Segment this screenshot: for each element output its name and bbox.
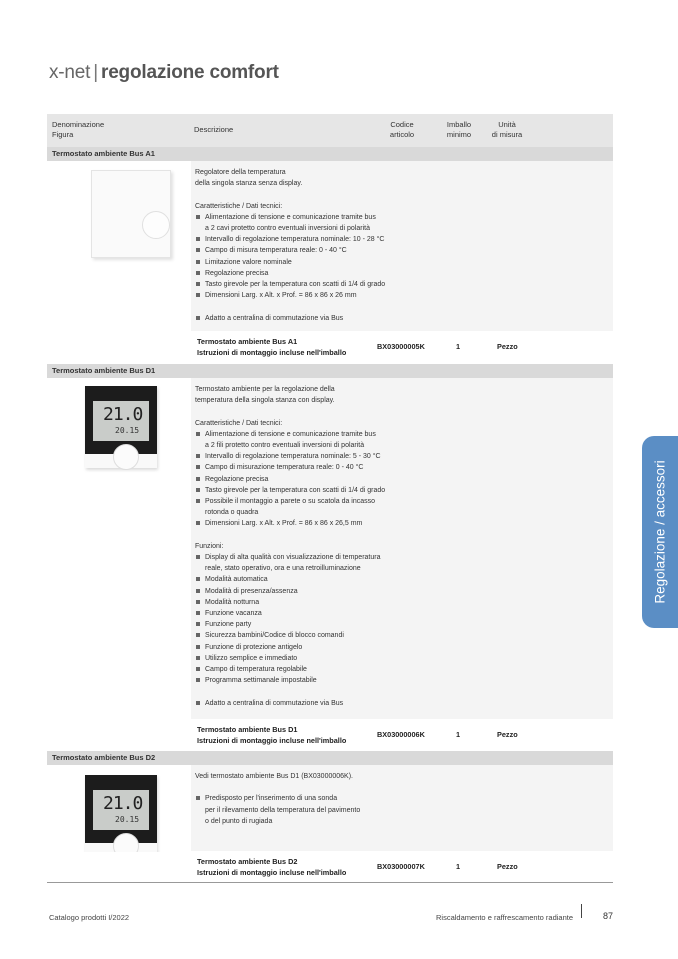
product-code-d2: BX03000007K — [377, 862, 425, 871]
lcd-time: 20.15 — [115, 815, 140, 824]
product-row-d1 — [47, 720, 613, 750]
section-bar-d2: Termostato ambiente Bus D2 — [47, 751, 613, 765]
header-denominazione-label: Denominazione — [52, 120, 105, 129]
list-item: Predisposto per l'inserimento di una sonda — [195, 793, 455, 804]
header-imballo-line1: Imballo — [446, 120, 472, 129]
product-code-d1: BX03000006K — [377, 730, 425, 739]
product-name: Termostato ambiente Bus D1 — [197, 725, 298, 734]
intro-line: Termostato ambiente per la regolazione della — [195, 386, 335, 393]
list-item: Tasto girevole per la temperatura con scatti di 1/4 di grado — [195, 485, 455, 496]
list-item: Utilizzo semplice e immediato — [195, 653, 455, 664]
list-item: Dimensioni Larg. x Alt. x Prof. = 86 x 86 x 26 mm — [195, 290, 455, 301]
lcd-display — [93, 790, 149, 830]
footer-section: Riscaldamento e raffrescamento radiante — [436, 913, 574, 922]
header-imballo — [442, 120, 476, 140]
list-item: Alimentazione di tensione e comunicazione tramite bus — [195, 212, 455, 223]
list-item: Dimensioni Larg. x Alt. x Prof. = 86 x 86 x 26,5 mm — [195, 518, 455, 529]
list-item: Alimentazione di tensione e comunicazione tramite bus — [195, 429, 455, 440]
product-name: Termostato ambiente Bus D2 — [197, 857, 298, 866]
list-item-continued — [195, 507, 455, 518]
product-name-sub: Istruzioni di montaggio incluse nell'imballo — [197, 347, 347, 357]
list-item: Display di alta qualità con visualizzazione di temperatura — [195, 552, 455, 563]
functions-list — [195, 552, 455, 686]
tech-list — [195, 212, 455, 302]
list-item: Campo di temperatura regolabile — [195, 664, 455, 675]
list-item: Intervallo di regolazione temperatura nominale: 5 - 30 °C — [195, 451, 455, 462]
lcd-time: 20.15 — [115, 426, 140, 435]
product-name-d1 — [197, 725, 346, 746]
product-name: Termostato ambiente Bus A1 — [197, 337, 298, 346]
list-item: Limitazione valore nominale — [195, 257, 455, 268]
lcd-temperature: 21.0 — [103, 404, 143, 425]
tech-heading: Caratteristiche / Dati tecnici: — [195, 202, 283, 210]
list-item-text: o del punto di rugiada — [205, 817, 273, 825]
list-item-continued — [195, 816, 455, 827]
list-item: Modalità automatica — [195, 574, 455, 585]
list-item-text: per il rilevamento della temperatura del pavimento — [205, 806, 361, 814]
list-item: Regolazione precisa — [195, 474, 455, 485]
page-title — [49, 62, 279, 84]
list-item: Funzione vacanza — [195, 608, 455, 619]
intro-line: della singola stanza senza display. — [195, 180, 303, 188]
table-bottom-rule — [47, 882, 613, 883]
thermostat-d2-icon — [85, 775, 157, 857]
product-row-a1 — [47, 332, 613, 362]
footer-divider — [581, 904, 582, 918]
list-item: Campo di misurazione temperatura reale: 0 - 40 °C — [195, 462, 455, 473]
product-block-d2 — [47, 765, 613, 851]
product-unit-d1: Pezzo — [497, 730, 518, 739]
header-denominazione — [52, 120, 104, 140]
list-item-text: rotonda o quadra — [205, 509, 259, 517]
intro-line: Vedi termostato ambiente Bus D1 (BX03000006K). — [195, 773, 353, 780]
note-list — [195, 698, 455, 709]
product-code-a1: BX03000005K — [377, 342, 425, 351]
side-tab-label: Regolazione / accessori — [652, 460, 668, 604]
list-item: Sicurezza bambini/Codice di blocco comandi — [195, 630, 455, 641]
list-item: Possibile il montaggio a parete o su scatola da incasso — [195, 496, 455, 507]
header-figura-label: Figura — [52, 130, 74, 139]
list-item: Funzione di protezione antigelo — [195, 642, 455, 653]
tech-list — [195, 429, 455, 530]
tech-heading: Caratteristiche / Dati tecnici: — [195, 419, 283, 427]
list-item-continued — [195, 440, 455, 451]
list-item: Adatto a centralina di commutazione via Bus — [195, 313, 455, 324]
product-name-a1 — [197, 337, 346, 358]
list-item-continued — [195, 563, 455, 574]
section-title: regolazione comfort — [101, 62, 279, 83]
features-list — [195, 793, 455, 827]
thermostat-d1-icon — [85, 386, 157, 468]
list-item: Adatto a centralina di commutazione via Bus — [195, 698, 455, 709]
note-list — [195, 313, 455, 324]
list-item: Programma settimanale impostabile — [195, 675, 455, 686]
lcd-temperature: 21.0 — [103, 793, 143, 814]
list-item-text: a 2 cavi protetto contro eventuali inversioni di polarità — [205, 225, 370, 232]
product-image-d1 — [47, 378, 191, 719]
intro-line: temperatura della singola stanza con display. — [195, 397, 335, 405]
product-description-d1 — [195, 384, 455, 709]
lcd-display — [93, 401, 149, 441]
list-item-continued — [195, 223, 455, 234]
product-qty-d1: 1 — [456, 730, 461, 739]
list-item: Modalità di presenza/assenza — [195, 586, 455, 597]
product-name-sub: Istruzioni di montaggio incluse nell'imballo — [197, 867, 347, 877]
product-row-d2 — [47, 852, 613, 882]
list-item-text: a 2 fili protetto contro eventuali inversioni di polarità — [205, 442, 365, 449]
header-unita — [490, 120, 524, 140]
list-item: Campo di misura temperatura reale: 0 - 40 °C — [195, 245, 455, 256]
section-bar-d1: Termostato ambiente Bus D1 — [47, 364, 613, 378]
header-unita-line1: Unità — [498, 120, 516, 129]
list-item: Regolazione precisa — [195, 268, 455, 279]
section-bar-a1: Termostato ambiente Bus A1 — [47, 147, 613, 161]
product-qty-a1: 1 — [456, 342, 461, 351]
header-imballo-line2: minimo — [446, 130, 472, 139]
list-item: Funzione party — [195, 619, 455, 630]
title-separator: | — [93, 62, 98, 83]
list-item: Tasto girevole per la temperatura con scatti di 1/4 di grado — [195, 279, 455, 290]
product-name-d2 — [197, 857, 346, 878]
product-description-a1 — [195, 167, 455, 324]
brand-name: x-net — [49, 62, 91, 83]
header-descrizione: Descrizione — [194, 125, 234, 134]
header-codice-line1: Codice — [390, 120, 414, 129]
list-item-text: reale, stato operativo, ora e una retroilluminazione — [205, 565, 361, 573]
list-item: Modalità notturna — [195, 597, 455, 608]
product-description-d2 — [195, 771, 455, 827]
header-unita-line2: di misura — [491, 130, 523, 139]
product-block-d1 — [47, 378, 613, 719]
product-qty-d2: 1 — [456, 862, 461, 871]
list-item-continued — [195, 805, 455, 816]
product-block-a1 — [47, 161, 613, 331]
product-image-a1 — [47, 161, 191, 331]
page-number: 87 — [603, 911, 614, 921]
functions-heading: Funzioni: — [195, 542, 224, 550]
thermostat-a1-icon — [91, 170, 171, 258]
knob-icon — [113, 444, 139, 470]
header-codice-line2: articolo — [389, 130, 415, 139]
footer-catalog: Catalogo prodotti I/2022 — [49, 913, 130, 922]
table-header — [47, 114, 613, 147]
intro-line: Regolatore della temperatura — [195, 169, 286, 176]
dial-icon — [142, 211, 170, 239]
product-name-sub: Istruzioni di montaggio incluse nell'imballo — [197, 735, 347, 745]
product-unit-d2: Pezzo — [497, 862, 518, 871]
side-tab — [642, 436, 678, 628]
header-codice — [385, 120, 419, 140]
list-item: Intervallo di regolazione temperatura nominale: 10 - 28 °C — [195, 234, 455, 245]
product-unit-a1: Pezzo — [497, 342, 518, 351]
